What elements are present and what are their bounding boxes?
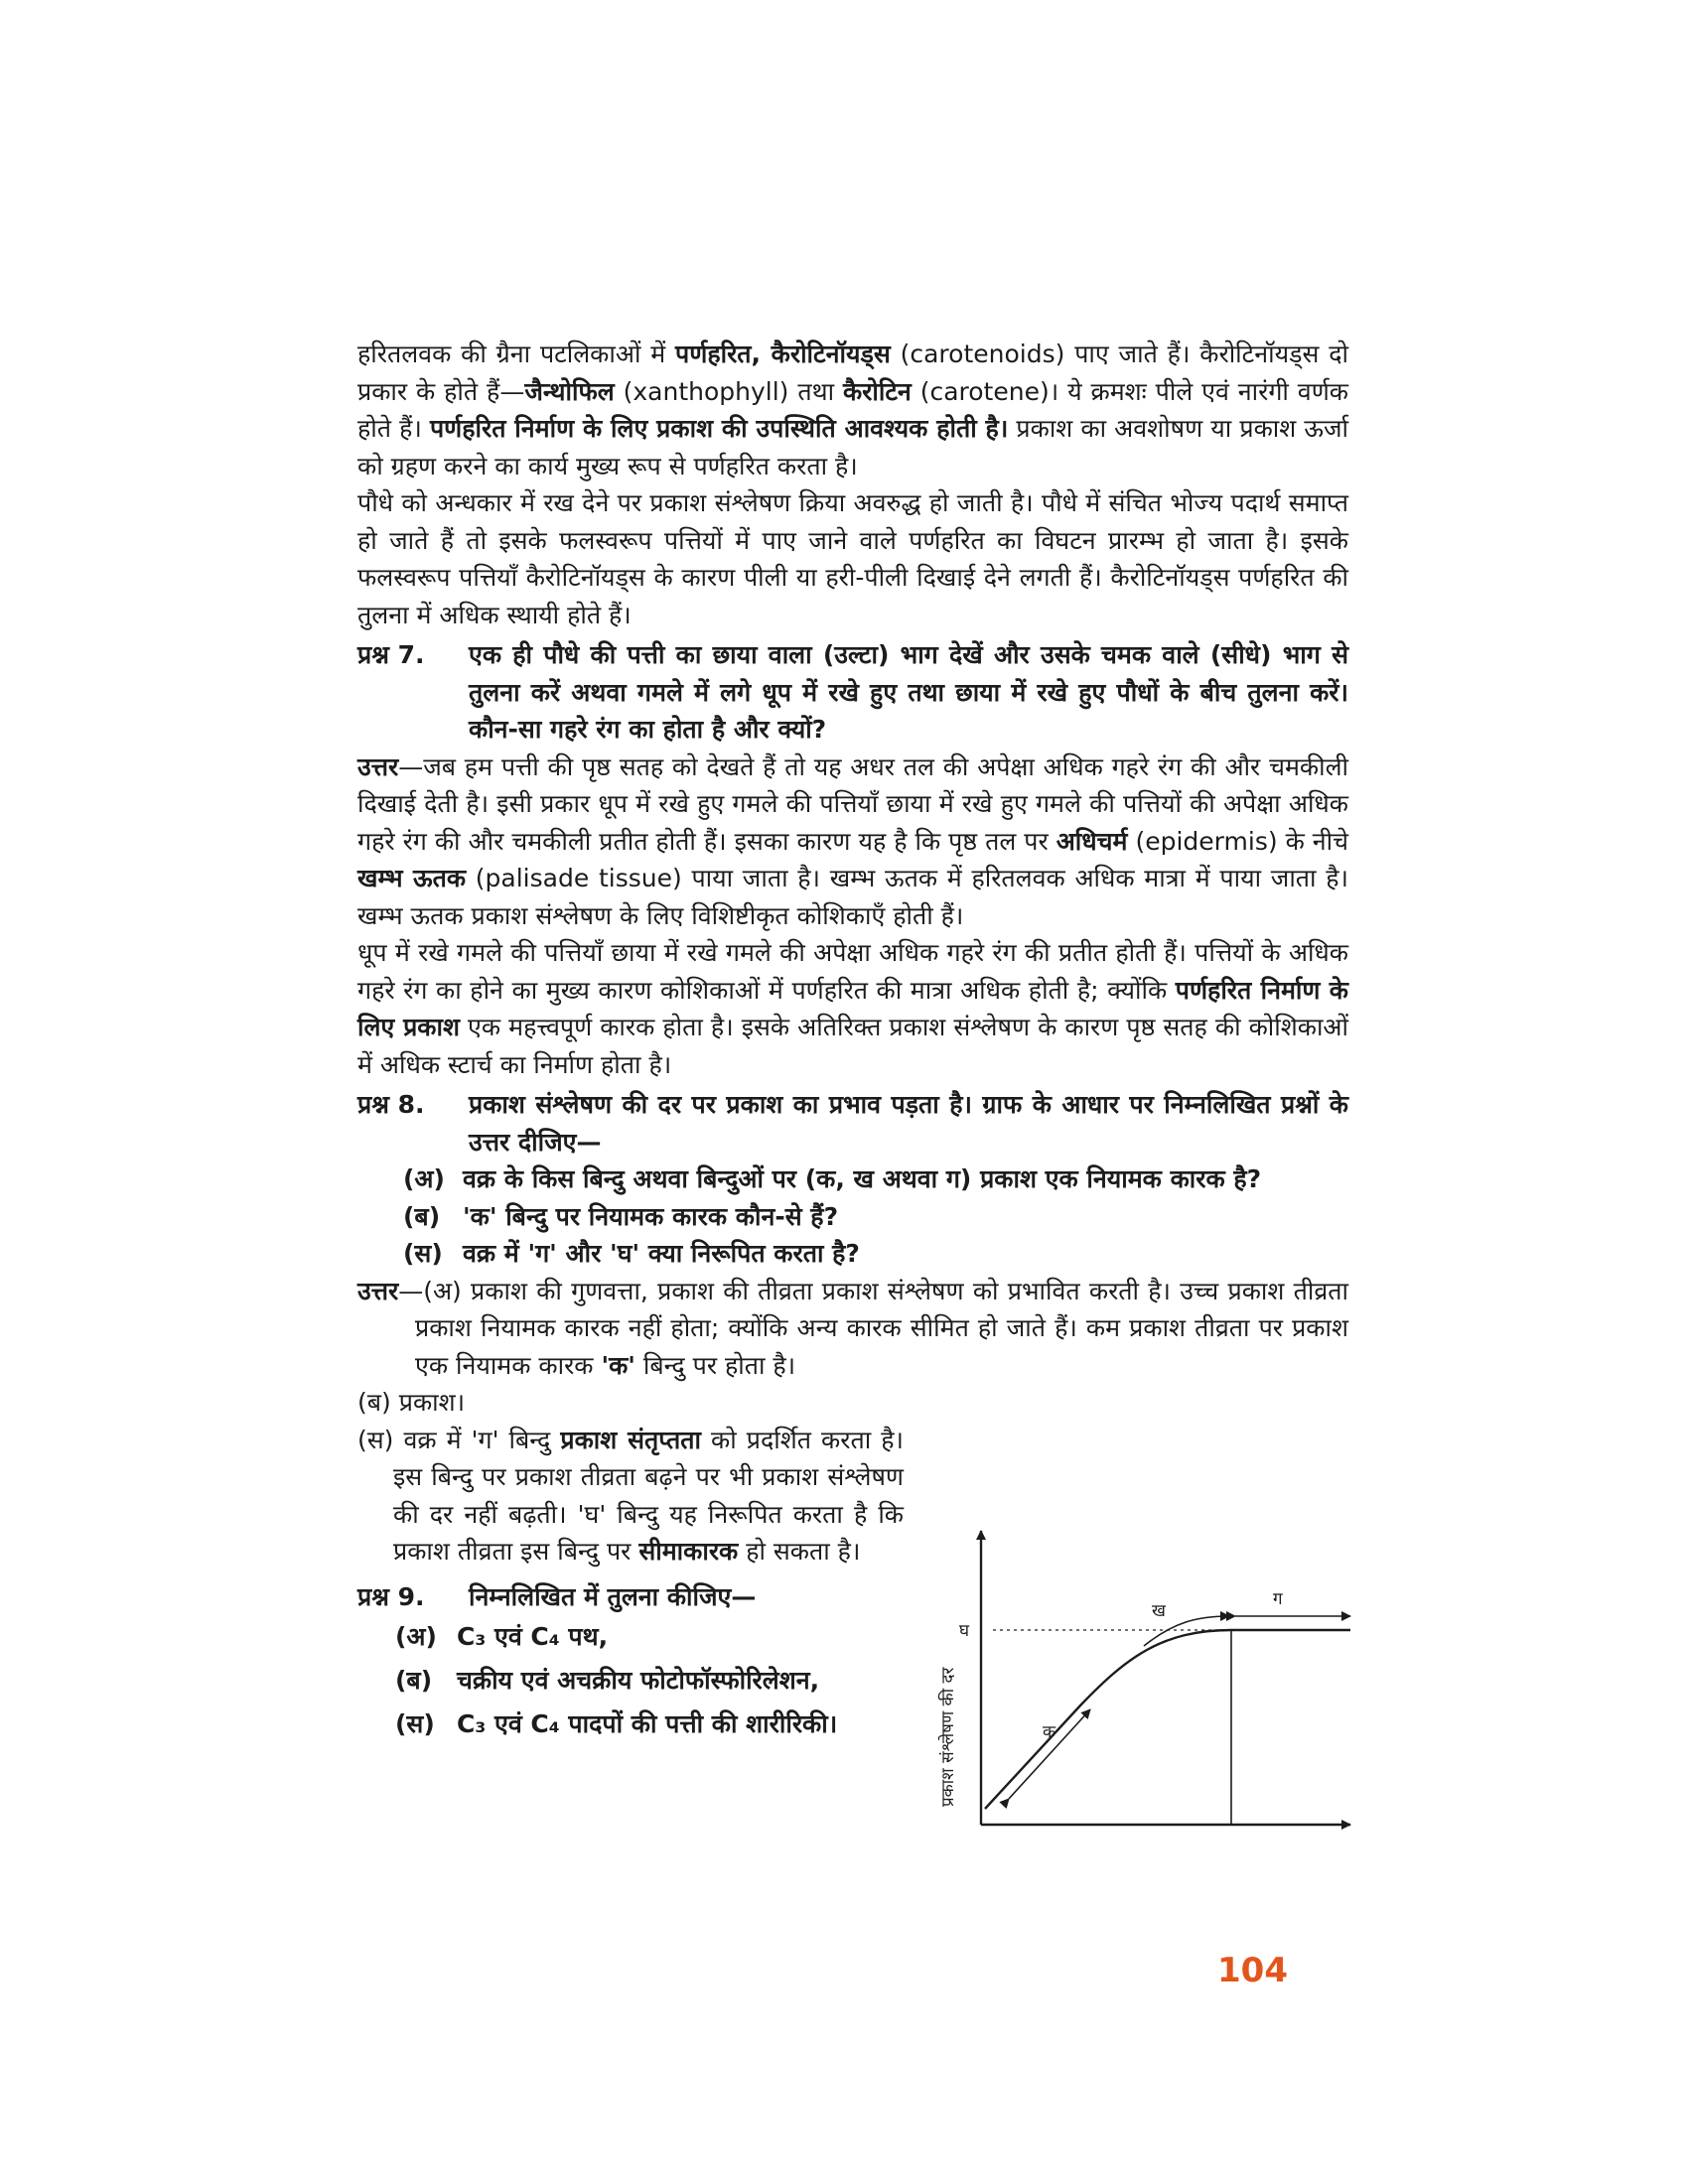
paragraph-carotenoids: हरितलवक की ग्रैना पटलिकाओं में पर्णहरित, कैरोटिनॉयड्स (carotenoids) पाए जाते हैं। कैरोटिनॉयड्स दो प्रकार के होते हैं—जैन्थोफिल (xanthophyll) तथा कैरोटिन (carotene)। ये क्रमशः पीले एवं नारंगी वर्णक होते हैं। पर्णहरित निर्माण के लिए प्रकाश की उपस्थिति आवश्यक होती है। प्रकाश का अवशोषण या प्रकाश ऊर्जा को ग्रहण करने का कार्य मुख्य रूप से पर्णहरित करता है। [357, 340, 1348, 480]
label-ka: क [1043, 1722, 1056, 1742]
question-8-sub-b: (ब) 'क' बिन्दु पर नियामक कारक कौन-से हैं? [403, 1201, 839, 1231]
photosynthesis-curve [985, 1630, 1350, 1809]
paragraph-sun-shade: धूप में रखे गमले की पत्तियाँ छाया में रखे गमले की अपेक्षा अधिक गहरे रंग की प्रतीत होती हैं। पत्तियों के अधिक गहरे रंग का होने का मुख्य कारण कोशिकाओं में पर्णहरित की मात्रा अधिक होती है; क्योंकि पर्णहरित निर्माण के लिए प्रकाश एक महत्त्वपूर्ण कारक होता है। इसके अतिरिक्त प्रकाश संश्लेषण के कारण पृष्ठ सतह की कोशिकाओं में अधिक स्टार्च का निर्माण होता है। [357, 938, 1348, 1079]
label-kha: ख [1152, 1601, 1166, 1621]
question-7: प्रश्न 7. एक ही पौधे की पत्ती का छाया वाला (उल्टा) भाग देखें और उसके चमक वाले (सीधे) भाग से तुलना करें अथवा गमले में लगे धूप में रखे हुए तथा छाया में रखे हुए पौधों के बीच तुलना करें। कौन-सा गहरे रंग का होता है और क्यों? [357, 636, 1348, 749]
photosynthesis-light-graph [914, 1509, 1360, 1886]
answer-8-a: उत्तर—(अ) प्रकाश की गुणवत्ता, प्रकाश की तीव्रता प्रकाश संश्लेषण को प्रभावित करती है। उच्च प्रकाश तीव्रता प्रकाश नियामक कारक नहीं होता; क्योंकि अन्य कारक सीमित हो जाते हैं। कम प्रकाश तीव्रता पर प्रकाश एक नियामक कारक 'क' बिन्दु पर होता है। [357, 1276, 1348, 1380]
question-9-sub-b: (ब) चक्रीय एवं अचक्रीय फोटोफॉस्फोरिलेशन, [395, 1666, 820, 1695]
answer-label: उत्तर [357, 751, 399, 781]
question-8-sub-c: (स) वक्र में 'ग' और 'घ' क्या निरूपित करता है? [403, 1239, 860, 1268]
question-number: प्रश्न 8. [357, 1090, 425, 1119]
answer-label: उत्तर [357, 1276, 399, 1305]
page-number: 104 [1217, 1951, 1288, 1990]
question-9: प्रश्न 9. निम्नलिखित में तुलना कीजिए— [357, 1578, 904, 1616]
label-gha: घ [959, 1621, 970, 1641]
answer-8-c: (स) वक्र में 'ग' बिन्दु प्रकाश संतृप्तता को प्रदर्शित करता है। इस बिन्दु पर प्रकाश तीव्रता बढ़ने पर भी प्रकाश संश्लेषण की दर नहीं बढ़ती। 'घ' बिन्दु यह निरूपित करता है कि प्रकाश तीव्रता इस बिन्दु पर सीमाकारक हो सकता है। [357, 1425, 905, 1566]
answer-8-b: (ब) प्रकाश। [357, 1388, 466, 1417]
question-9-sub-c: (स) C₃ एवं C₄ पादपों की पत्ती की शारीरिकी। [395, 1709, 838, 1738]
question-number: प्रश्न 9. [357, 1581, 425, 1611]
answer-8-left-column [357, 1384, 904, 1746]
question-9-items [357, 1615, 904, 1746]
paragraph-darkness: पौधे को अन्धकार में रख देने पर प्रकाश संश्लेषण क्रिया अवरुद्ध हो जाती है। पौधे में संचित भोज्य पदार्थ समाप्त हो जाते हैं तो इसके फलस्वरूप पत्तियों में पाए जाने वाले पर्णहरित का विघटन प्रारम्भ हो जाता है। इसके फलस्वरूप पत्तियाँ कैरोटिनॉयड्स के कारण पीली या हरी-पीली दिखाई देने लगती हैं। कैरोटिनॉयड्स पर्णहरित की तुलना में अधिक स्थायी होते हैं। [357, 488, 1348, 629]
label-ga: ग [1273, 1589, 1283, 1609]
answer-7: उत्तर—जब हम पत्ती की पृष्ठ सतह को देखते हैं तो यह अधर तल की अपेक्षा अधिक गहरे रंग की और चमकीली दिखाई देती है। इसी प्रकार धूप में रखे हुए गमले की पत्तियाँ छाया में रखे हुए गमले की पत्तियों की अपेक्षा अधिक गहरे रंग की और चमकीली प्रतीत होती हैं। इसका कारण यह है कि पृष्ठ तल पर अधिचर्म (epidermis) के नीचे खम्भ ऊतक (palisade tissue) पाया जाता है। खम्भ ऊतक में हरितलवक अधिक मात्रा में पाया जाता है। खम्भ ऊतक प्रकाश संश्लेषण के लिए विशिष्टीकृत कोशिकाएँ होती हैं। [357, 751, 1349, 930]
y-axis-label: प्रकाश संश्लेषण की दर [938, 1667, 958, 1807]
question-9-sub-a: (अ) C₃ एवं C₄ पथ, [395, 1622, 609, 1651]
question-number: प्रश्न 7. [357, 640, 425, 669]
question-8-sub-a: (अ) वक्र के किस बिन्दु अथवा बिन्दुओं पर (क, ख अथवा ग) प्रकाश एक नियामक कारक है? [403, 1164, 1262, 1193]
question-8: प्रश्न 8. प्रकाश संश्लेषण की दर पर प्रकाश का प्रभाव पड़ता है। ग्राफ के आधार पर निम्नलिखित प्रश्नों के उत्तर दीजिए— [357, 1086, 1348, 1160]
